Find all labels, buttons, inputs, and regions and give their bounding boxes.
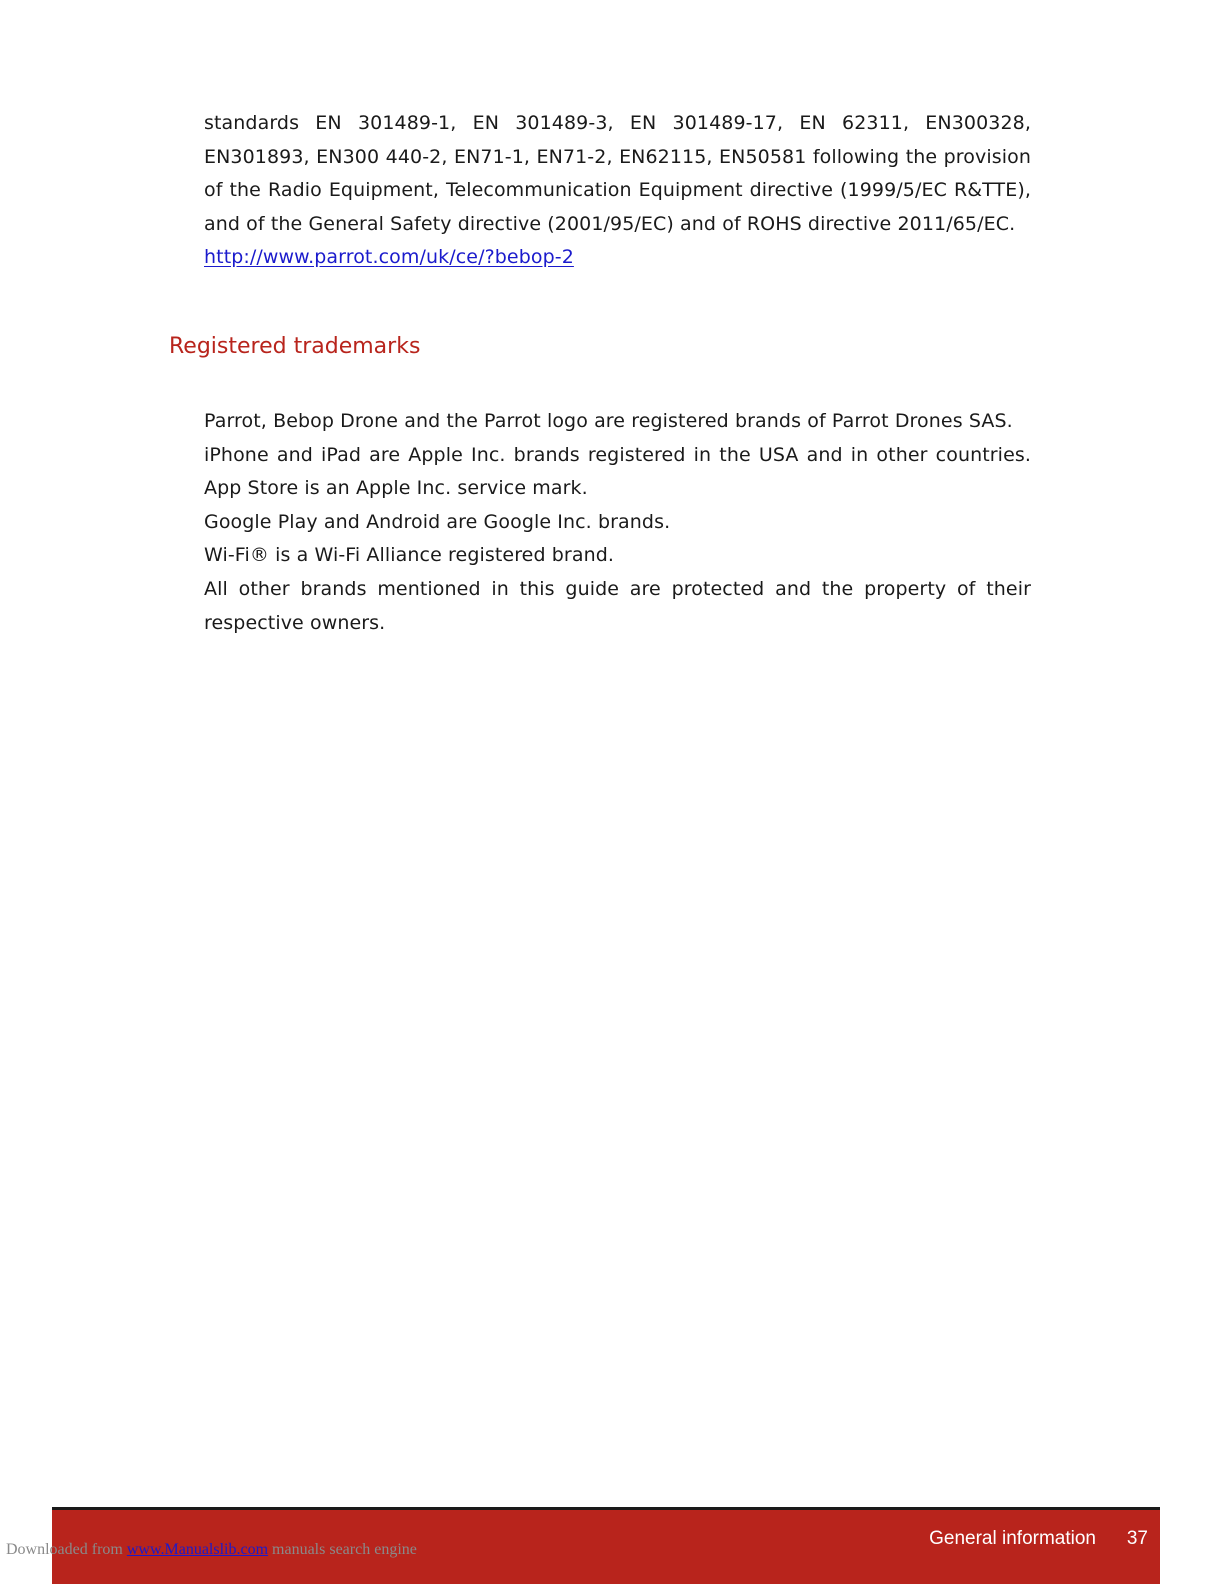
compliance-text: standards EN 301489-1, EN 301489-3, EN 301489-17, EN 62311, EN300328, EN301893, EN300 440-2, EN71-1, EN71-2, EN62115, EN50581 following the provision of the Radio Equipment, Telecommunication Equipment directive (1999/5/EC R&TTE), and of the General Safety directive (2001/95/EC) and of ROHS directive 2011/65/EC. [204,112,1031,235]
compliance-paragraph-block [204,107,1031,275]
trademark-line: Wi-Fi® is a Wi-Fi Alliance registered brand. [204,544,615,567]
ce-declaration-link[interactable]: http://www.parrot.com/uk/ce/?bebop-2 [204,246,574,269]
trademark-line: iPhone and iPad are Apple Inc. brands registered in the USA and in other countries. App Store is an Apple Inc. service mark. [204,443,1031,500]
manualslib-link[interactable]: www.Manualslib.com [126,1541,269,1558]
watermark-suffix: manuals search engine [268,1541,417,1558]
trademark-line: Parrot, Bebop Drone and the Parrot logo are registered brands of Parrot Drones SAS. [204,410,1013,432]
trademark-line: All other brands mentioned in this guide are protected and the property of their respective owners. [204,577,1031,634]
trademarks-block [204,405,1031,640]
download-watermark [6,1541,417,1559]
section-heading-registered-trademarks: Registered trademarks [169,334,421,359]
page-number: 37 [1126,1528,1148,1549]
trademark-line: Google Play and Android are Google Inc. brands. [204,510,671,533]
watermark-prefix: Downloaded from [6,1541,127,1558]
footer-section-name: General information [929,1528,1096,1549]
